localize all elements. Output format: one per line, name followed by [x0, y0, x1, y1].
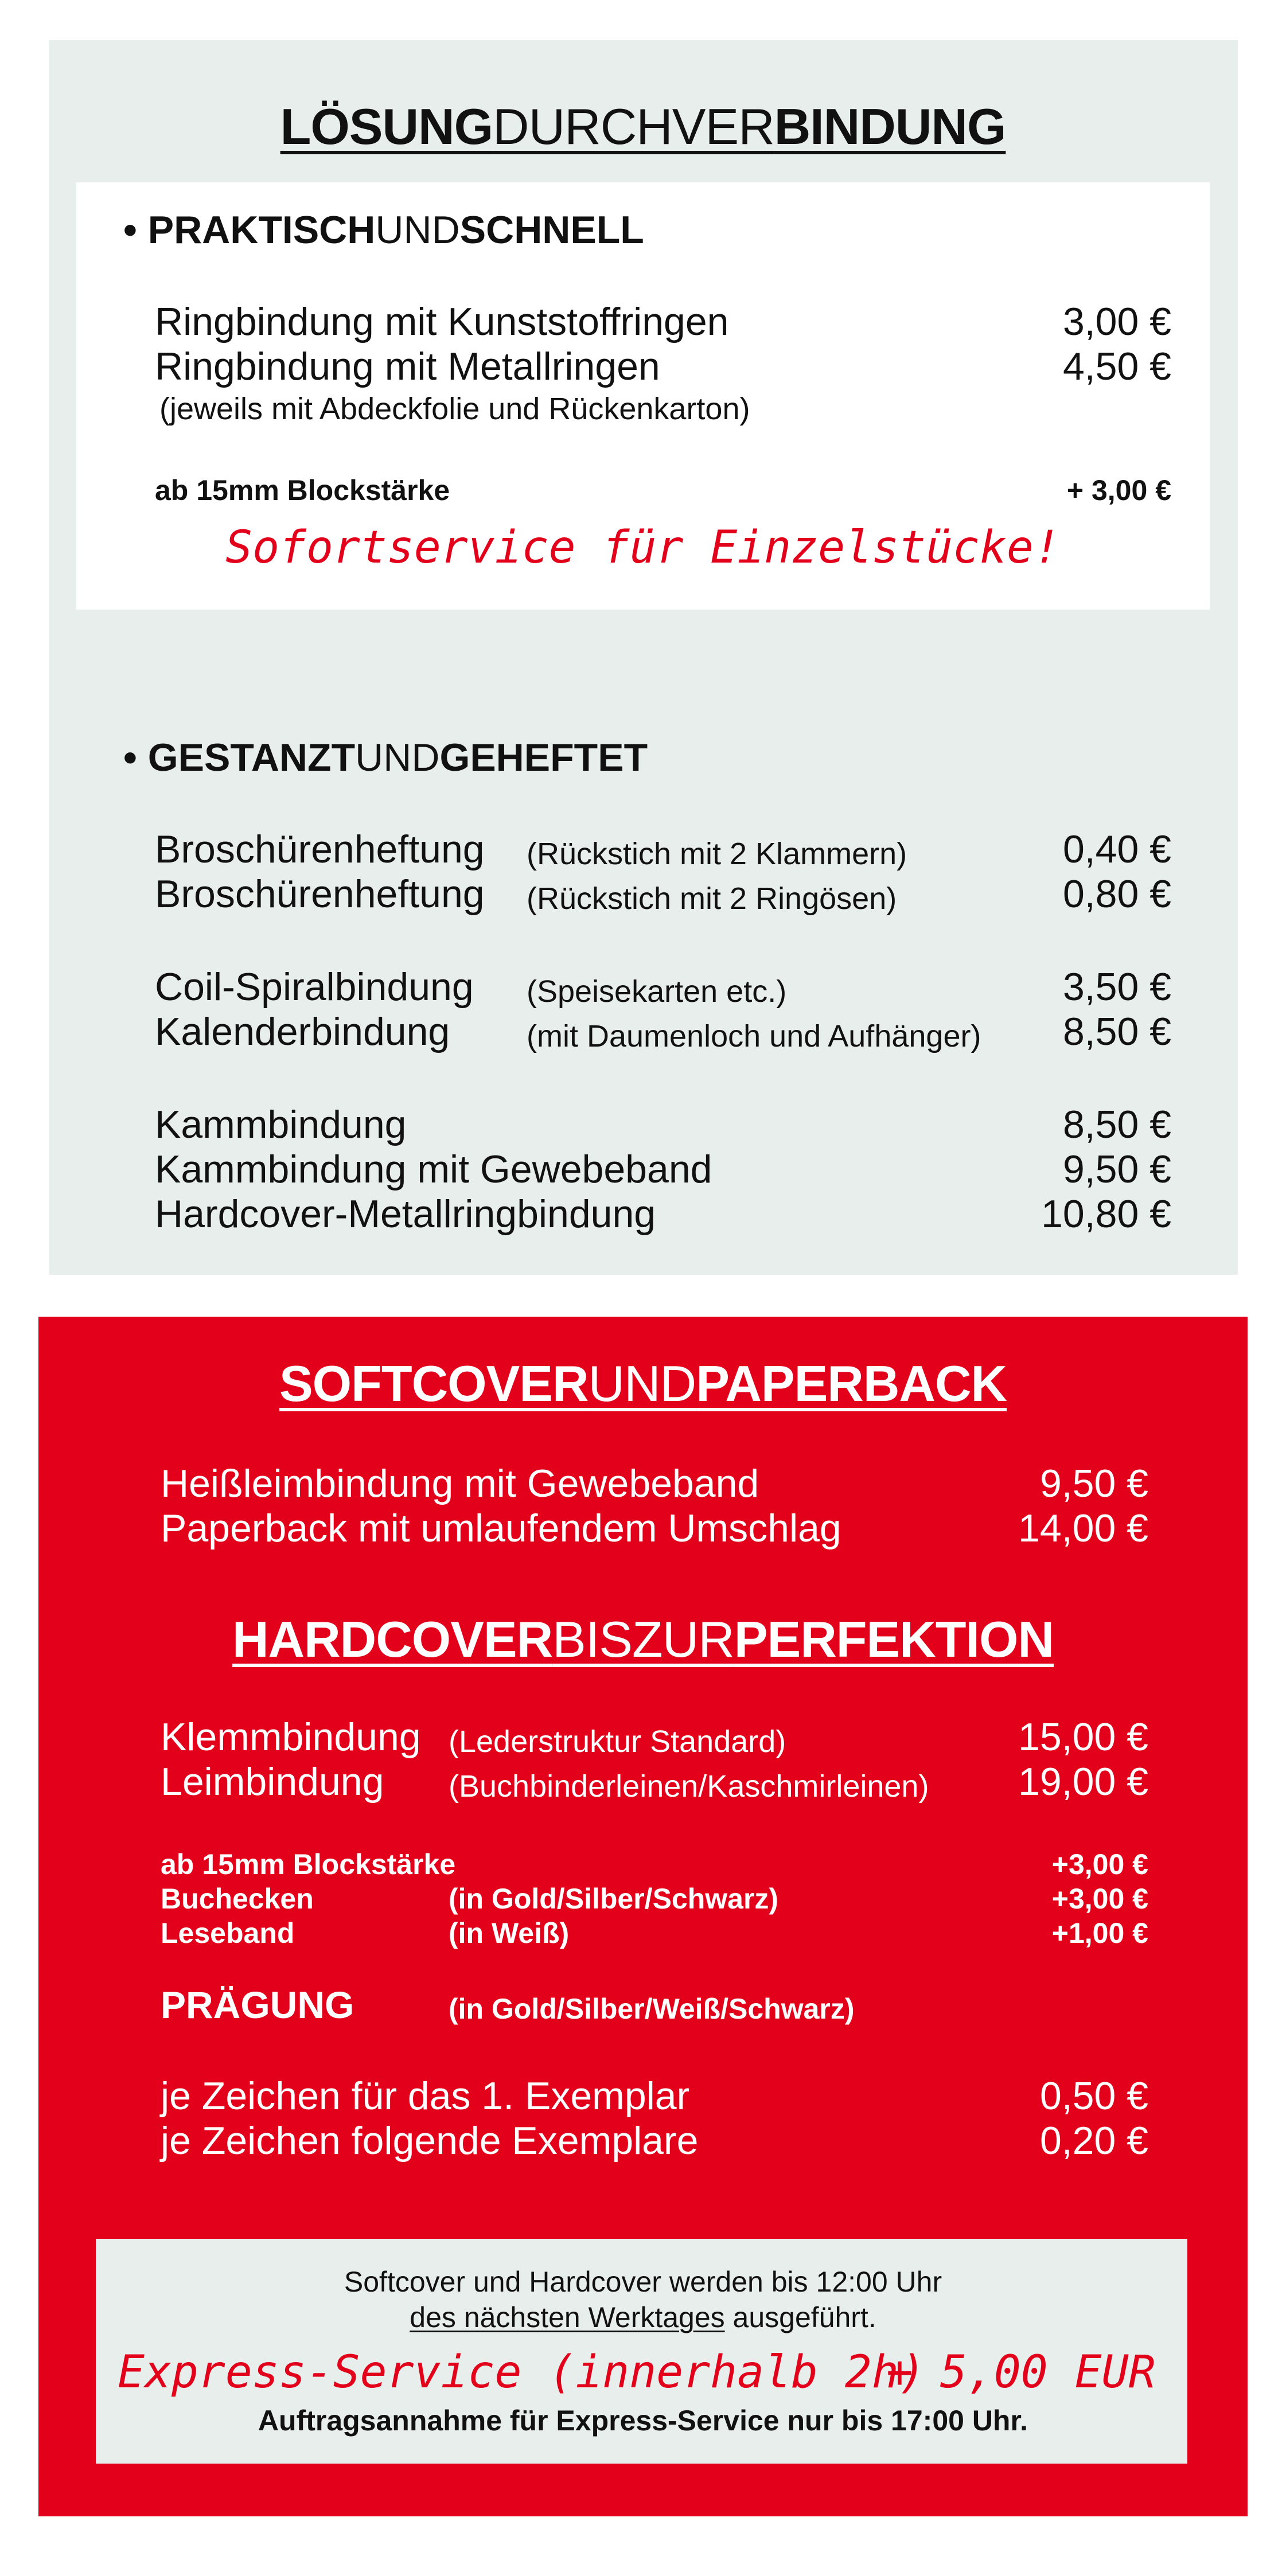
info-line2-rest: ausgeführt.: [724, 2301, 876, 2333]
gestanzt-item-label: Kammbindung mit Gewebeband: [155, 1148, 712, 1191]
express-service: Express-Service (innerhalb 2h): [118, 2347, 926, 2398]
hardcover-extra-note: (in Gold/Silber/Schwarz): [449, 1883, 779, 1915]
hardcover-item-label: Leimbindung: [161, 1760, 384, 1804]
hardcover-extra-price: +3,00 €: [1051, 1848, 1148, 1880]
softcover-item-price: 14,00 €: [1018, 1506, 1148, 1550]
praegung-label: PRÄGUNG: [161, 1984, 354, 2026]
gestanzt-item-label: Kammbindung: [155, 1103, 407, 1146]
hardcover-extra-label: Leseband: [161, 1917, 295, 1949]
gestanzt-item-label: Broschürenheftung: [155, 828, 485, 871]
express-annahme: Auftragsannahme für Express-Service nur bis 17:00 Uhr.: [258, 2405, 1028, 2437]
info-line2: [0, 2301, 1286, 2334]
praktisch-note: (jeweils mit Abdeckfolie und Rückenkarton): [159, 392, 750, 426]
hardcover-item-price: 15,00 €: [1018, 1715, 1148, 1759]
praktisch-extra-label: ab 15mm Blockstärke: [155, 474, 450, 506]
praktisch-heading: • PRAKTISCHUNDSCHNELL: [123, 208, 644, 252]
gestanzt-item-label: Coil-Spiralbindung: [155, 965, 474, 1009]
express-price: + 5,00 EUR: [886, 2347, 1156, 2398]
info-line1: Softcover und Hardcover werden bis 12:00 Uhr: [344, 2266, 942, 2298]
gestanzt-item-note: (Rückstich mit 2 Ringösen): [527, 881, 897, 916]
praktisch-item-label: Ringbindung mit Metallringen: [155, 345, 660, 388]
softcover-item-label: Paperback mit umlaufendem Umschlag: [161, 1506, 841, 1550]
softcover-item-label: Heißleimbindung mit Gewebeband: [161, 1462, 759, 1505]
gestanzt-item-price: 8,50 €: [1062, 1103, 1171, 1146]
hardcover-title: HARDCOVERBISZURPERFEKTION: [232, 1611, 1054, 1668]
hardcover-item-label: Klemmbindung: [161, 1715, 421, 1759]
hardcover-extra-price: +3,00 €: [1051, 1883, 1148, 1915]
hardcover-extra-label: ab 15mm Blockstärke: [161, 1848, 456, 1880]
gestanzt-item-price: 0,80 €: [1062, 872, 1171, 916]
hardcover-extra-note: (in Weiß): [449, 1917, 570, 1949]
hardcover-item-price: 19,00 €: [1018, 1760, 1148, 1804]
gestanzt-item-price: 8,50 €: [1062, 1010, 1171, 1053]
zeichen-label: je Zeichen folgende Exemplare: [161, 2119, 699, 2163]
gestanzt-item-price: 3,50 €: [1062, 965, 1171, 1009]
gestanzt-item-note: (mit Daumenloch und Aufhänger): [527, 1019, 981, 1053]
hardcover-item-note: (Buchbinderleinen/Kaschmirleinen): [449, 1769, 929, 1804]
gestanzt-item-label: Kalenderbindung: [155, 1010, 450, 1053]
gestanzt-heading: • GESTANZTUNDGEHEFTET: [123, 736, 648, 779]
gestanzt-item-note: (Speisekarten etc.): [527, 974, 787, 1009]
sofortservice-note: Sofortservice für Einzelstücke!: [225, 522, 1061, 573]
hardcover-extra-price: +1,00 €: [1051, 1917, 1148, 1949]
zeichen-label: je Zeichen für das 1. Exemplar: [161, 2074, 690, 2118]
praktisch-item-price: 3,00 €: [1062, 300, 1171, 344]
praegung-note: (in Gold/Silber/Weiß/Schwarz): [449, 1993, 855, 2025]
gestanzt-item-price: 10,80 €: [1041, 1192, 1171, 1236]
softcover-title: SOFTCOVERUNDPAPERBACK: [279, 1355, 1007, 1412]
gestanzt-item-price: 9,50 €: [1062, 1148, 1171, 1191]
gestanzt-item-price: 0,40 €: [1062, 828, 1171, 871]
hardcover-extra-label: Buchecken: [161, 1883, 314, 1915]
zeichen-price: 0,50 €: [1039, 2074, 1148, 2118]
hardcover-item-note: (Lederstruktur Standard): [449, 1724, 786, 1759]
gestanzt-item-note: (Rückstich mit 2 Klammern): [527, 837, 907, 871]
zeichen-price: 0,20 €: [1039, 2119, 1148, 2163]
binding-title: LÖSUNGDURCHVERBINDUNG: [280, 98, 1006, 155]
praktisch-item-price: 4,50 €: [1062, 345, 1171, 388]
praktisch-extra-price: + 3,00 €: [1066, 474, 1171, 506]
gestanzt-item-label: Broschürenheftung: [155, 872, 485, 916]
gestanzt-item-label: Hardcover-Metallringbindung: [155, 1192, 656, 1236]
praktisch-item-label: Ringbindung mit Kunststoffringen: [155, 300, 729, 344]
softcover-item-price: 9,50 €: [1039, 1462, 1148, 1505]
info-underlined: des nächsten Werktages: [410, 2301, 725, 2333]
